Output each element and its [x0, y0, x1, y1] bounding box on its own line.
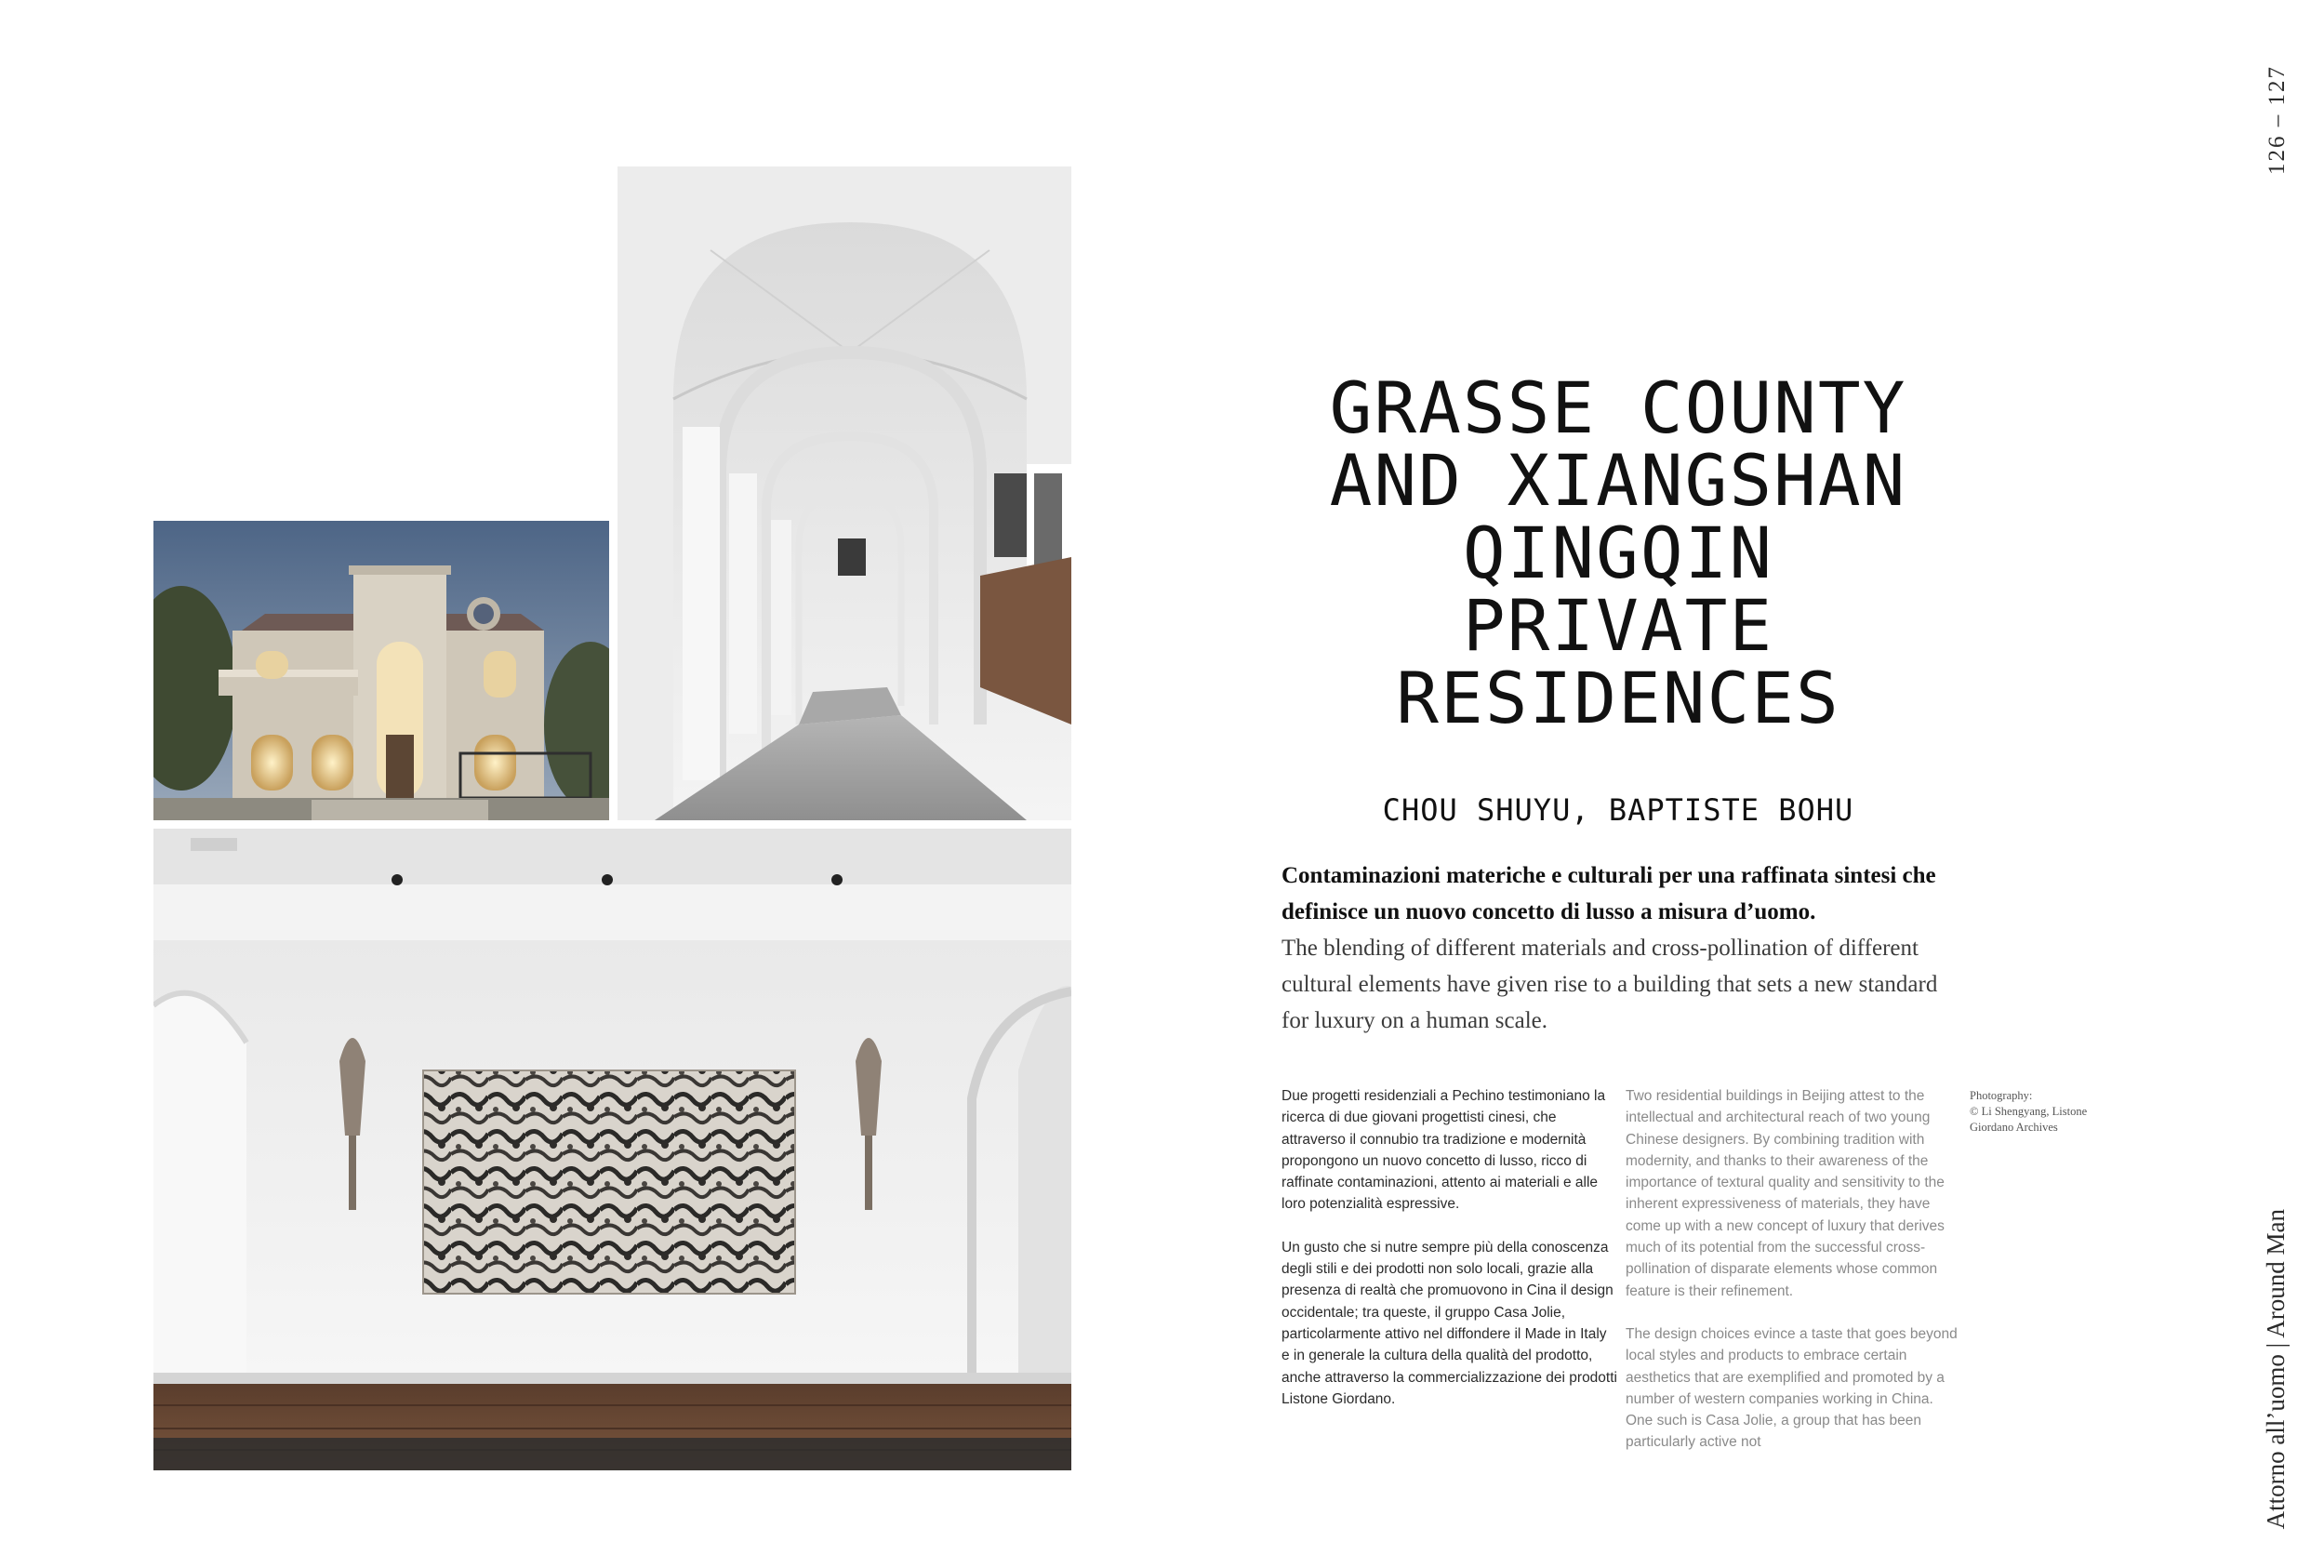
title-line: RESIDENCES: [1396, 657, 1840, 739]
body-column-italian: [1282, 1085, 1618, 1431]
credits-line: Giordano Archives: [1970, 1121, 2058, 1134]
arched-corridor-photo: [618, 166, 1071, 820]
credits-label: Photography:: [1970, 1089, 2033, 1102]
body-paragraph: The design choices evince a taste that goes beyond local styles and products to embrace certain aesthetics that are exemplified and promoted by a number of western companies working in China. One such is Casa Jolie, a group that has been particularly active not: [1626, 1325, 1958, 1451]
intro-italian: Contaminazioni materiche e culturali per una raffinata sintesi che definisce un nuovo concetto di lusso a misura d’uomo.: [1282, 863, 1936, 924]
article-intro: [1282, 857, 1970, 1039]
credits-line: © Li Shengyang, Listone: [1970, 1105, 2088, 1118]
body-paragraph: Due progetti residenziali a Pechino testimoniano la ricerca di due giovani progettisti cinesi, che attraverso il connubio tra tradizione e modernità propongono un nuovo concetto di lusso, ricco di raffinate contaminazioni, attento ai materiali e alle loro potenzialità espressive.: [1282, 1088, 1606, 1213]
villa-exterior-photo: [153, 521, 609, 820]
body-column-english: [1626, 1085, 1962, 1475]
title-line: QINGQIN: [1462, 512, 1774, 594]
title-line: AND XIANGSHAN: [1329, 439, 1907, 522]
photo-credits: [1970, 1088, 2109, 1136]
page-numbers: 126 – 127: [2264, 65, 2290, 175]
section-label: Attorno all’uomo | Around Man: [2262, 1209, 2290, 1530]
title-line: PRIVATE: [1462, 584, 1774, 667]
article-authors: CHOU SHUYU, BAPTISTE BOHU: [1382, 792, 1854, 828]
title-line: GRASSE COUNTY: [1329, 366, 1907, 449]
body-paragraph: Un gusto che si nutre sempre più della conoscenza degli stili e dei prodotti non solo locali, grazie alla presenza di realtà che promuovono in Cina il design occidentale; tra queste, il gruppo Casa Jolie, particolarmente attivo nel diffondere il Made in Italy e in generale la cultura della qualità del prodotto, anche attraverso la commercializzazione dei prodotti Listone Giordano.: [1282, 1239, 1617, 1407]
interior-hall-artwork-photo: [153, 829, 1071, 1470]
intro-english: The blending of different materials and cross-pollination of different cultural elements have given rise to a building that sets a new standard for luxury on a human scale.: [1282, 936, 1938, 1033]
body-paragraph: Two residential buildings in Beijing attest to the intellectual and architectural reach of two young Chinese designers. By combining tradition with modernity, and thanks to their awareness of the importance of textural quality and sensitivity to the inherent expressiveness of materials, they have come up with a new concept of luxury that derives much of its potential from the successful cross-pollination of disparate elements whose common feature is their refinement.: [1626, 1088, 1945, 1299]
article-title: [1246, 366, 1990, 739]
